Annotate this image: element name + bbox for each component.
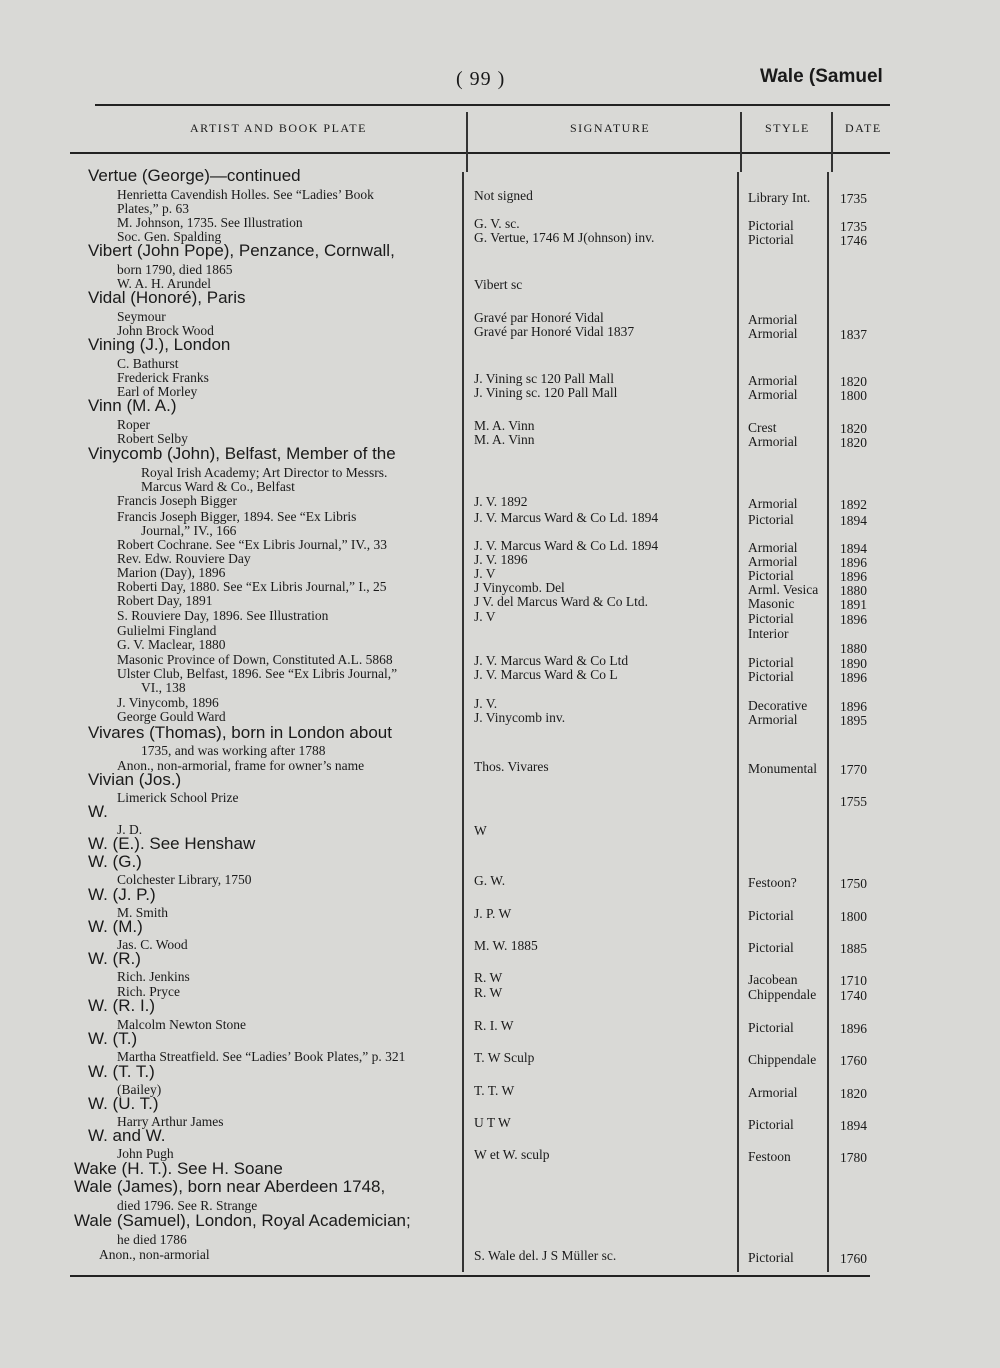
artist-name: Vibert (John Pope), Penzance, Cornwall, [88,241,395,260]
signature-cell: Thos. Vivares [474,759,549,774]
date-cell: 1880 [840,641,867,656]
date-cell: 1896 [840,555,867,570]
book-plate-entry: W. A. H. Arundel [117,276,211,291]
signature-cell: Gravé par Honoré Vidal [474,310,604,325]
book-plate-entry: Royal Irish Academy; Art Director to Messrs. [141,465,388,480]
running-head: Wale (Samuel [760,66,883,87]
style-cell: Decorative [748,698,808,713]
style-cell: Monumental [748,761,817,776]
artist-name: W. (J. P.) [88,885,156,904]
artist-name: Vinn (M. A.) [88,396,177,415]
column-header-artist: ARTIST AND BOOK PLATE [190,121,367,135]
signature-cell: M. A. Vinn [474,432,535,447]
signature-cell: J. V. 1896 [474,552,528,567]
signature-cell: R. W [474,970,503,985]
signature-cell: M. A. Vinn [474,418,535,433]
signature-cell: W [474,823,487,838]
artist-name: W. (T.) [88,1029,138,1048]
signature-cell: R. W [474,985,503,1000]
date-cell: 1740 [840,988,867,1003]
style-cell: Festoon? [748,875,797,890]
style-cell: Pictorial [748,611,794,626]
style-cell: Armorial [748,1085,798,1100]
style-cell: Pictorial [748,1020,794,1035]
style-cell: Pictorial [748,1250,794,1265]
signature-cell: J. V. Marcus Ward & Co Ltd [474,653,629,668]
book-plate-entry: Seymour [117,309,166,324]
artist-name: W. [88,802,108,821]
date-cell: 1735 [840,191,867,206]
book-plate-entry: G. V. Maclear, 1880 [117,637,226,652]
column-header-style: STYLE [765,121,810,135]
date-cell: 1760 [840,1251,867,1266]
book-plate-entry: John Pugh [117,1146,174,1161]
date-cell: 1800 [840,388,867,403]
column-divider [827,172,829,1272]
style-cell: Armorial [748,554,798,569]
date-cell: 1896 [840,1021,867,1036]
book-plate-entry: Journal,” IV., 166 [141,523,237,538]
date-cell: 1896 [840,670,867,685]
book-plate-entry: Henrietta Cavendish Holles. See “Ladies’ Book [117,187,374,202]
signature-cell: W et W. sculp [474,1147,550,1162]
signature-cell: J. Vining sc 120 Pall Mall [474,371,614,386]
signature-cell: M. W. 1885 [474,938,538,953]
style-cell: Pictorial [748,940,794,955]
style-cell: Pictorial [748,655,794,670]
book-plate-entry: Ulster Club, Belfast, 1896. See “Ex Libris Journal,” [117,666,398,681]
book-plate-entry: Rev. Edw. Rouviere Day [117,551,251,566]
signature-cell: J. V. 1892 [474,494,528,509]
artist-name: Vidal (Honoré), Paris [88,288,246,307]
artist-name: Vivares (Thomas), born in London about [88,723,392,742]
book-plate-entry: Gulielmi Fingland [117,623,217,638]
style-cell: Chippendale [748,1052,817,1067]
date-cell: 1894 [840,1118,867,1133]
book-plate-entry: Masonic Province of Down, Constituted A.L. 5868 [117,652,393,667]
date-cell: 1800 [840,909,867,924]
signature-cell: J. V. [474,696,498,711]
signature-cell: T. T. W [474,1083,515,1098]
date-cell: 1820 [840,421,867,436]
signature-cell: J. V. Marcus Ward & Co Ld. 1894 [474,538,659,553]
date-cell: 1885 [840,941,867,956]
signature-cell: G. W. [474,873,506,888]
book-plate-entry: John Brock Wood [117,323,214,338]
style-cell: Armorial [748,387,798,402]
artist-name: Vertue (George)—continued [88,166,301,185]
style-cell: Pictorial [748,568,794,583]
style-cell: Armorial [748,434,798,449]
book-plate-entry: Rich. Jenkins [117,969,190,984]
signature-cell: Vibert sc [474,277,523,292]
top-rule [95,104,890,106]
artist-name: Vivian (Jos.) [88,770,182,789]
date-cell: 1895 [840,713,867,728]
date-cell: 1890 [840,656,867,671]
style-cell: Chippendale [748,987,817,1002]
style-cell: Armorial [748,496,798,511]
date-cell: 1837 [840,327,867,342]
artist-name: W. and W. [88,1126,166,1145]
artist-name: W. (E.). See Henshaw [88,834,256,853]
signature-cell: G. Vertue, 1746 M J(ohnson) inv. [474,230,655,245]
style-cell: Crest [748,420,777,435]
signature-cell: J. Vinycomb inv. [474,710,566,725]
book-plate-entry: Jas. C. Wood [117,937,188,952]
signature-cell: J Vinycomb. Del [474,580,565,595]
book-plate-entry: George Gould Ward [117,709,226,724]
book-plate-entry: J. Vinycomb, 1896 [117,695,219,710]
signature-cell: R. I. W [474,1018,514,1033]
date-cell: 1892 [840,497,867,512]
book-plate-entry: Earl of Morley [117,384,198,399]
book-plate-entry: J. D. [117,822,143,837]
book-plate-entry: Roberti Day, 1880. See “Ex Libris Journal,” I., 25 [117,579,387,594]
style-cell: Arml. Vesica [748,582,819,597]
bottom-rule [70,1275,870,1277]
artist-name: Wale (James), born near Aberdeen 1748, [74,1177,386,1196]
book-plate-entry: (Bailey) [117,1082,162,1097]
artist-name: Vining (J.), London [88,335,231,354]
artist-name: W. (U. T.) [88,1094,159,1113]
signature-cell: G. V. sc. [474,216,520,231]
style-cell: Masonic [748,596,795,611]
date-cell: 1894 [840,541,867,556]
column-divider [466,112,468,172]
style-cell: Armorial [748,312,798,327]
artist-name: W. (R.) [88,949,141,968]
signature-cell: J. V [474,566,496,581]
date-cell: 1894 [840,513,867,528]
artist-name: W. (R. I.) [88,996,156,1015]
style-cell: Interior [748,626,789,641]
date-cell: 1896 [840,699,867,714]
book-plate-entry: died 1796. See R. Strange [117,1198,258,1213]
style-cell: Library Int. [748,190,811,205]
style-cell: Pictorial [748,512,794,527]
signature-cell: J. P. W [474,906,512,921]
signature-cell: J. Vining sc. 120 Pall Mall [474,385,618,400]
book-plate-entry: Soc. Gen. Spalding [117,229,222,244]
date-cell: 1770 [840,762,867,777]
style-cell: Festoon [748,1149,791,1164]
style-cell: Armorial [748,712,798,727]
date-cell: 1891 [840,597,867,612]
column-divider [737,172,739,1272]
book-plate-entry: Roper [117,417,150,432]
book-plate-entry: M. Johnson, 1735. See Illustration [117,215,303,230]
signature-cell: J V. del Marcus Ward & Co Ltd. [474,594,649,609]
book-plate-entry: Malcolm Newton Stone [117,1017,246,1032]
date-cell: 1896 [840,612,867,627]
signature-cell: Not signed [474,188,533,203]
signature-cell: Gravé par Honoré Vidal 1837 [474,324,635,339]
artist-name: W. (M.) [88,917,143,936]
style-cell: Pictorial [748,218,794,233]
date-cell: 1735 [840,219,867,234]
book-plate-entry: Francis Joseph Bigger [117,493,237,508]
book-plate-entry: Robert Selby [117,431,188,446]
signature-cell: J. V. Marcus Ward & Co L [474,667,618,682]
date-cell: 1820 [840,1086,867,1101]
column-header-signature: SIGNATURE [570,121,651,135]
style-cell: Armorial [748,326,798,341]
date-cell: 1896 [840,569,867,584]
style-cell: Pictorial [748,1117,794,1132]
book-plate-entry: born 1790, died 1865 [117,262,233,277]
book-plate-entry: Marion (Day), 1896 [117,565,226,580]
book-plate-entry: Anon., non-armorial, frame for owner’s name [117,758,365,773]
date-cell: 1755 [840,794,867,809]
style-cell: Armorial [748,540,798,555]
date-cell: 1750 [840,876,867,891]
style-cell: Pictorial [748,669,794,684]
style-cell: Armorial [748,373,798,388]
style-cell: Jacobean [748,972,798,987]
date-cell: 1780 [840,1150,867,1165]
book-plate-entry: Anon., non-armorial [99,1247,210,1262]
book-plate-entry: Rich. Pryce [117,984,180,999]
book-plate-entry: Francis Joseph Bigger, 1894. See “Ex Libris [117,509,357,524]
book-plate-entry: M. Smith [117,905,169,920]
book-plate-entry: Harry Arthur James [117,1114,224,1129]
book-plate-entry: Colchester Library, 1750 [117,872,252,887]
book-plate-entry: VI., 138 [141,680,186,695]
book-plate-entry: Robert Day, 1891 [117,593,213,608]
column-divider [462,172,464,1272]
signature-cell: S. Wale del. J S Müller sc. [474,1248,617,1263]
header-rule [70,152,890,154]
date-cell: 1760 [840,1053,867,1068]
artist-name: W. (T. T.) [88,1062,155,1081]
signature-cell: J. V [474,609,496,624]
book-plate-entry: Frederick Franks [117,370,209,385]
style-cell: Pictorial [748,232,794,247]
book-plate-entry: Limerick School Prize [117,790,239,805]
book-plate-entry: Martha Streatfield. See “Ladies’ Book Plates,” p. 321 [117,1049,406,1064]
signature-cell: U T W [474,1115,511,1130]
book-plate-entry: 1735, and was working after 1788 [141,743,326,758]
style-cell: Pictorial [748,908,794,923]
column-header-date: DATE [845,121,882,135]
book-plate-entry: S. Rouviere Day, 1896. See Illustration [117,608,329,623]
book-plate-entry: Robert Cochrane. See “Ex Libris Journal,” IV., 33 [117,537,388,552]
date-cell: 1710 [840,973,867,988]
date-cell: 1820 [840,374,867,389]
date-cell: 1880 [840,583,867,598]
book-plate-entry: he died 1786 [117,1232,187,1247]
column-divider [831,112,833,172]
date-cell: 1820 [840,435,867,450]
date-cell: 1746 [840,233,867,248]
signature-cell: J. V. Marcus Ward & Co Ld. 1894 [474,510,659,525]
signature-cell: T. W Sculp [474,1050,535,1065]
artist-name: Vinycomb (John), Belfast, Member of the [88,444,396,463]
book-plate-entry: Plates,” p. 63 [117,201,189,216]
artist-name: W. (G.) [88,852,142,871]
page-number: ( 99 ) [456,68,506,90]
column-divider [740,112,742,172]
artist-name: Wake (H. T.). See H. Soane [74,1159,283,1178]
book-plate-entry: C. Bathurst [117,356,179,371]
artist-name: Wale (Samuel), London, Royal Academician; [74,1211,411,1230]
book-plate-entry: Marcus Ward & Co., Belfast [141,479,295,494]
